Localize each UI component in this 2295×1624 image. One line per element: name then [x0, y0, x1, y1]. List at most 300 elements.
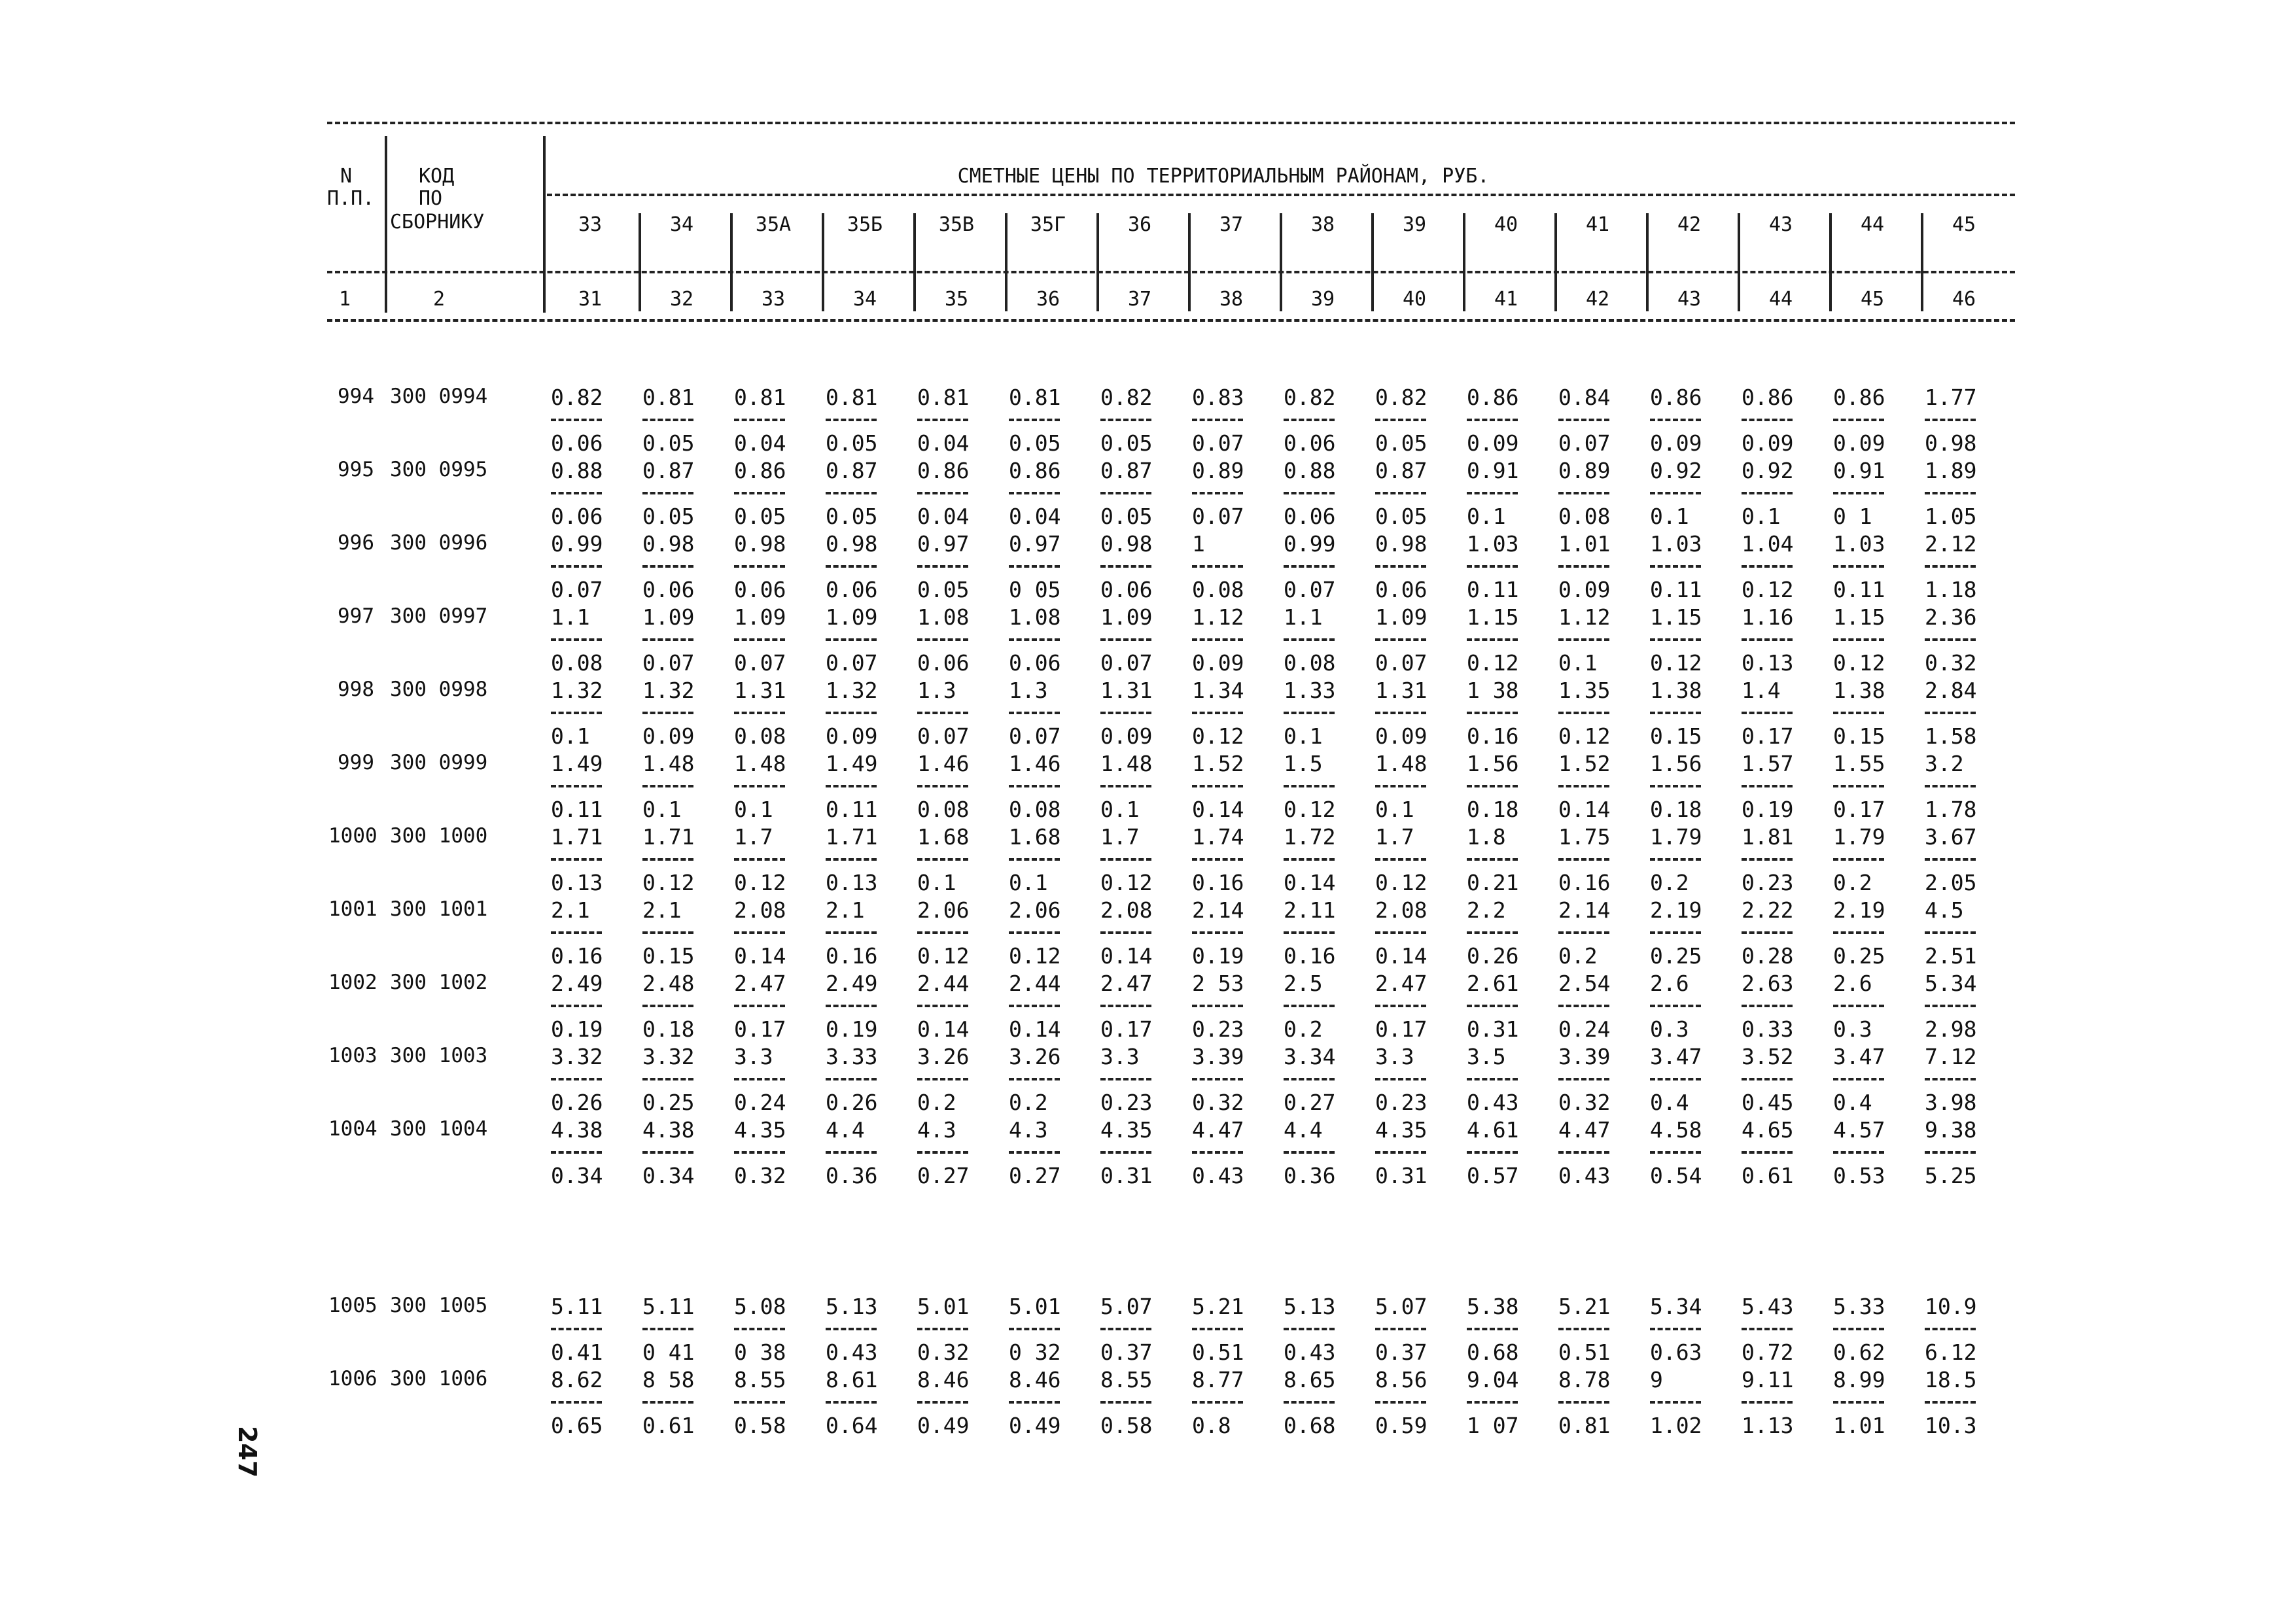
- price-value: 1.08: [1009, 604, 1061, 630]
- region-number: 38: [1219, 288, 1244, 311]
- wage-value: 0.61: [1742, 1163, 1794, 1188]
- row-code: 300 0994: [390, 385, 488, 408]
- wage-value: 0.08: [734, 723, 786, 749]
- wage-value: 0.59: [1375, 1413, 1428, 1438]
- price-value: 1.56: [1650, 751, 1702, 776]
- price-value: 0.84: [1558, 385, 1611, 410]
- wage-value: 0.16: [826, 943, 878, 969]
- wage-value: 0.06: [826, 577, 878, 602]
- row-number: 998: [338, 678, 374, 701]
- price-value: 1.3: [917, 678, 956, 703]
- wage-value: 0 41: [642, 1339, 695, 1365]
- price-value: 0.91: [1833, 458, 1885, 483]
- region-number: 43: [1677, 288, 1702, 311]
- region-label: 38: [1310, 213, 1335, 236]
- wage-value: 0.14: [1192, 797, 1244, 822]
- region-label: 35Б: [847, 213, 883, 236]
- wage-value: 0.1: [734, 797, 773, 822]
- price-value: 1: [1192, 531, 1205, 557]
- wage-value: 0.36: [826, 1163, 878, 1188]
- price-value: 1.31: [1100, 678, 1153, 703]
- price-value: 1.32: [551, 678, 603, 703]
- wage-value: 0.14: [1009, 1016, 1061, 1042]
- price-value: 2 53: [1192, 971, 1244, 996]
- price-value: 8.61: [826, 1367, 878, 1392]
- price-value: 1.09: [642, 604, 695, 630]
- wage-value: 0.8: [1192, 1413, 1231, 1438]
- price-value: 2.54: [1558, 971, 1611, 996]
- wage-value: 0.65: [551, 1413, 603, 1438]
- price-value: 1.48: [1375, 751, 1428, 776]
- wage-value: 0.09: [1833, 430, 1885, 456]
- wage-value: 0.23: [1100, 1090, 1153, 1115]
- row-number: 995: [338, 458, 374, 481]
- row-code: 300 0999: [390, 751, 488, 774]
- wage-value: 0.16: [1558, 870, 1611, 895]
- price-value: 1.31: [734, 678, 786, 703]
- price-value: 8.77: [1192, 1367, 1244, 1392]
- wage-value: 0.14: [917, 1016, 970, 1042]
- price-value: 3.2: [1925, 751, 1964, 776]
- wage-value: 0.27: [1009, 1163, 1061, 1188]
- wage-value: 0.07: [734, 650, 786, 676]
- price-value: 4.57: [1833, 1117, 1885, 1143]
- price-value: 5.08: [734, 1294, 786, 1319]
- col-n-label-2: П.П.: [327, 187, 375, 210]
- price-value: 1.74: [1192, 824, 1244, 850]
- wage-value: 0.2: [917, 1090, 956, 1115]
- wage-value: 0.13: [826, 870, 878, 895]
- wage-value: 0.53: [1833, 1163, 1885, 1188]
- price-value: 0.98: [1375, 531, 1428, 557]
- wage-value: 0.05: [1100, 504, 1153, 529]
- wage-value: 0.06: [551, 430, 603, 456]
- price-value: 3.26: [917, 1044, 970, 1069]
- wage-value: 0.98: [1925, 430, 1977, 456]
- wage-value: 0.61: [642, 1413, 695, 1438]
- price-value: 2.08: [734, 897, 786, 923]
- price-value: 0.97: [917, 531, 970, 557]
- price-value: 1.7: [734, 824, 773, 850]
- price-value: 0.91: [1467, 458, 1519, 483]
- wage-value: 0.32: [1925, 650, 1977, 676]
- wage-value: 0.26: [551, 1090, 603, 1115]
- wage-value: 0.2: [1558, 943, 1598, 969]
- wage-value: 0.06: [1284, 430, 1336, 456]
- wage-value: 0.43: [1284, 1339, 1336, 1365]
- wage-value: 0.06: [1284, 504, 1336, 529]
- wage-value: 0.12: [734, 870, 786, 895]
- price-value: 1.49: [826, 751, 878, 776]
- wage-value: 0.15: [1833, 723, 1885, 749]
- wage-value: 0.09: [1467, 430, 1519, 456]
- price-value: 2.49: [551, 971, 603, 996]
- price-value: 1.7: [1375, 824, 1414, 850]
- wage-value: 2.51: [1925, 943, 1977, 969]
- wage-value: 0 38: [734, 1339, 786, 1365]
- row-code: 300 1004: [390, 1117, 488, 1141]
- row-code: 300 1000: [390, 824, 488, 848]
- col-code-label-3: СБОРНИКУ: [390, 211, 485, 233]
- price-value: 1.52: [1192, 751, 1244, 776]
- price-value: 1.33: [1284, 678, 1336, 703]
- wage-value: 0.09: [1100, 723, 1153, 749]
- wage-value: 0.06: [917, 650, 970, 676]
- row-number: 1004: [328, 1117, 377, 1141]
- price-value: 2.49: [826, 971, 878, 996]
- page-number: 247: [233, 1426, 262, 1478]
- region-label: 44: [1860, 213, 1885, 236]
- wage-value: 0.07: [551, 577, 603, 602]
- wage-value: 0.07: [642, 650, 695, 676]
- region-label: 35Г: [1030, 213, 1066, 236]
- wage-value: 0.25: [642, 1090, 695, 1115]
- wage-value: 0.05: [1375, 430, 1428, 456]
- price-value: 0.82: [1375, 385, 1428, 410]
- region-label: 39: [1402, 213, 1427, 236]
- price-value: 2.61: [1467, 971, 1519, 996]
- price-value: 4.3: [1009, 1117, 1048, 1143]
- price-value: 2.6: [1833, 971, 1872, 996]
- wage-value: 0.58: [1100, 1413, 1153, 1438]
- region-label: 35В: [938, 213, 975, 236]
- row-number: 1003: [328, 1044, 377, 1067]
- wage-value: 0.05: [1100, 430, 1153, 456]
- price-value: 0.92: [1742, 458, 1794, 483]
- price-value: 1.03: [1467, 531, 1519, 557]
- wage-value: 0.54: [1650, 1163, 1702, 1188]
- price-value: 4.35: [1375, 1117, 1428, 1143]
- wage-value: 0.43: [826, 1339, 878, 1365]
- wage-value: 0.11: [1650, 577, 1702, 602]
- price-value: 0.86: [1467, 385, 1519, 410]
- wage-value: 0.05: [642, 504, 695, 529]
- wage-value: 0.08: [1558, 504, 1611, 529]
- region-number: 44: [1768, 288, 1793, 311]
- price-value: 1.48: [734, 751, 786, 776]
- wage-value: 1.05: [1925, 504, 1977, 529]
- region-label: 40: [1494, 213, 1518, 236]
- region-number: 33: [761, 288, 786, 311]
- wage-value: 0.31: [1467, 1016, 1519, 1042]
- wage-value: 0.17: [734, 1016, 786, 1042]
- wage-value: 0.37: [1375, 1339, 1428, 1365]
- price-value: 0.99: [551, 531, 603, 557]
- price-value: 3.3: [734, 1044, 773, 1069]
- row-number: 996: [338, 531, 374, 555]
- price-value: 2.47: [1100, 971, 1153, 996]
- wage-value: 0.07: [917, 723, 970, 749]
- wage-value: 0.1: [917, 870, 956, 895]
- price-value: 0.81: [917, 385, 970, 410]
- price-value: 0.92: [1650, 458, 1702, 483]
- wage-value: 0.06: [734, 577, 786, 602]
- price-value: 4.38: [551, 1117, 603, 1143]
- price-value: 0.86: [1833, 385, 1885, 410]
- price-value: 0.87: [642, 458, 695, 483]
- wage-value: 2.05: [1925, 870, 1977, 895]
- wage-value: 0.13: [551, 870, 603, 895]
- wage-value: 0.68: [1284, 1413, 1336, 1438]
- wage-value: 0.2: [1650, 870, 1689, 895]
- row-code: 300 0996: [390, 531, 488, 555]
- wage-value: 1.01: [1833, 1413, 1885, 1438]
- region-number: 36: [1036, 288, 1060, 311]
- price-value: 8.65: [1284, 1367, 1336, 1392]
- wage-value: 0.19: [1742, 797, 1794, 822]
- price-value: 1.71: [826, 824, 878, 850]
- price-value: 4.4: [1284, 1117, 1323, 1143]
- price-value: 1.04: [1742, 531, 1794, 557]
- price-value: 9.11: [1742, 1367, 1794, 1392]
- wage-value: 0.64: [826, 1413, 878, 1438]
- price-value: 3.47: [1833, 1044, 1885, 1069]
- price-value: 1.03: [1833, 531, 1885, 557]
- price-value: 2.06: [917, 897, 970, 923]
- wage-value: 0.05: [826, 504, 878, 529]
- price-value: 2.47: [734, 971, 786, 996]
- price-value: 1.75: [1558, 824, 1611, 850]
- table-title: СМЕТНЫЕ ЦЕНЫ ПО ТЕРРИТОРИАЛЬНЫМ РАЙОНАМ, РУБ.: [957, 165, 1490, 188]
- price-value: 8.62: [551, 1367, 603, 1392]
- price-value: 1.89: [1925, 458, 1977, 483]
- wage-value: 0.07: [1558, 430, 1611, 456]
- price-value: 2.06: [1009, 897, 1061, 923]
- price-value: 1.15: [1833, 604, 1885, 630]
- price-value: 2.14: [1192, 897, 1244, 923]
- wage-value: 0.07: [1284, 577, 1336, 602]
- wage-value: 0.43: [1192, 1163, 1244, 1188]
- row-number: 994: [338, 385, 374, 408]
- region-label: 34: [669, 213, 694, 236]
- price-value: 1.03: [1650, 531, 1702, 557]
- wage-value: 0.4: [1833, 1090, 1872, 1115]
- row-code: 300 0995: [390, 458, 488, 481]
- wage-value: 1.02: [1650, 1413, 1702, 1438]
- wage-value: 0.07: [1192, 504, 1244, 529]
- wage-value: 0.12: [642, 870, 695, 895]
- price-value: 3.39: [1558, 1044, 1611, 1069]
- wage-value: 0.09: [1192, 650, 1244, 676]
- price-value: 1.72: [1284, 824, 1336, 850]
- wage-value: 0.33: [1742, 1016, 1794, 1042]
- price-value: 1.71: [551, 824, 603, 850]
- price-value: 8.46: [917, 1367, 970, 1392]
- wage-value: 0.07: [1375, 650, 1428, 676]
- price-value: 5.01: [1009, 1294, 1061, 1319]
- price-value: 0.86: [1009, 458, 1061, 483]
- wage-value: 0.05: [734, 504, 786, 529]
- wage-value: 0.43: [1558, 1163, 1611, 1188]
- price-value: 18.5: [1925, 1367, 1977, 1392]
- price-value: 1.8: [1467, 824, 1506, 850]
- price-value: 0.88: [1284, 458, 1336, 483]
- wage-value: 0.81: [1558, 1413, 1611, 1438]
- region-number: 31: [578, 288, 603, 311]
- price-value: 1.52: [1558, 751, 1611, 776]
- price-value: 3.67: [1925, 824, 1977, 850]
- price-value: 1.56: [1467, 751, 1519, 776]
- wage-value: 3.98: [1925, 1090, 1977, 1115]
- wage-value: 0.06: [642, 577, 695, 602]
- price-value: 8.55: [1100, 1367, 1153, 1392]
- wage-value: 1.58: [1925, 723, 1977, 749]
- price-value: 5.07: [1375, 1294, 1428, 1319]
- row-number: 1006: [328, 1367, 377, 1391]
- price-value: 1.1: [1284, 604, 1323, 630]
- region-label: 43: [1768, 213, 1793, 236]
- wage-value: 0.16: [1467, 723, 1519, 749]
- price-value: 2.12: [1925, 531, 1977, 557]
- wage-value: 0.11: [1833, 577, 1885, 602]
- wage-value: 0.3: [1833, 1016, 1872, 1042]
- wage-value: 0.1: [1650, 504, 1689, 529]
- wage-value: 0.58: [734, 1413, 786, 1438]
- row-code: 300 1003: [390, 1044, 488, 1067]
- wage-value: 0.1: [1009, 870, 1048, 895]
- price-value: 4.58: [1650, 1117, 1702, 1143]
- price-value: 2.08: [1100, 897, 1153, 923]
- wage-value: 0.57: [1467, 1163, 1519, 1188]
- price-value: 0.81: [1009, 385, 1061, 410]
- col-code-number: 2: [433, 288, 446, 311]
- wage-value: 0.04: [1009, 504, 1061, 529]
- wage-value: 0.09: [1650, 430, 1702, 456]
- price-value: 2.44: [917, 971, 970, 996]
- wage-value: 0.08: [551, 650, 603, 676]
- price-value: 1.09: [826, 604, 878, 630]
- region-number: 39: [1310, 288, 1335, 311]
- wage-value: 0.12: [1192, 723, 1244, 749]
- price-value: 0.98: [734, 531, 786, 557]
- wage-value: 0.04: [734, 430, 786, 456]
- row-number: 1002: [328, 971, 377, 994]
- wage-value: 0.31: [1100, 1163, 1153, 1188]
- region-number: 37: [1127, 288, 1152, 311]
- wage-value: 0.09: [1375, 723, 1428, 749]
- wage-value: 1.18: [1925, 577, 1977, 602]
- price-value: 1.38: [1833, 678, 1885, 703]
- price-value: 4.3: [917, 1117, 956, 1143]
- price-value: 8 58: [642, 1367, 695, 1392]
- price-value: 4.35: [734, 1117, 786, 1143]
- wage-value: 0.34: [642, 1163, 695, 1188]
- wage-value: 0.17: [1742, 723, 1794, 749]
- wage-value: 0.68: [1467, 1339, 1519, 1365]
- price-value: 0.82: [551, 385, 603, 410]
- wage-value: 0.1: [1100, 797, 1140, 822]
- price-value: 0.83: [1192, 385, 1244, 410]
- wage-value: 0.16: [1284, 943, 1336, 969]
- price-value: 1.34: [1192, 678, 1244, 703]
- price-value: 1.55: [1833, 751, 1885, 776]
- wage-value: 1.78: [1925, 797, 1977, 822]
- wage-value: 0.32: [1192, 1090, 1244, 1115]
- price-value: 5.11: [551, 1294, 603, 1319]
- wage-value: 0.32: [917, 1339, 970, 1365]
- wage-value: 0.08: [1192, 577, 1244, 602]
- price-value: 0.98: [826, 531, 878, 557]
- price-value: 5.13: [826, 1294, 878, 1319]
- wage-value: 0.21: [1467, 870, 1519, 895]
- price-value: 1.15: [1650, 604, 1702, 630]
- price-value: 5.07: [1100, 1294, 1153, 1319]
- wage-value: 0.23: [1375, 1090, 1428, 1115]
- price-value: 0.81: [826, 385, 878, 410]
- wage-value: 0.18: [1650, 797, 1702, 822]
- price-value: 8.78: [1558, 1367, 1611, 1392]
- price-value: 0.86: [734, 458, 786, 483]
- region-number: 34: [852, 288, 877, 311]
- price-value: 10.9: [1925, 1294, 1977, 1319]
- wage-value: 0.37: [1100, 1339, 1153, 1365]
- wage-value: 0.1: [642, 797, 682, 822]
- wage-value: 0.1: [1558, 650, 1598, 676]
- row-code: 300 1006: [390, 1367, 488, 1391]
- wage-value: 0 32: [1009, 1339, 1061, 1365]
- wage-value: 0.32: [734, 1163, 786, 1188]
- price-value: 1 38: [1467, 678, 1519, 703]
- price-value: 8.55: [734, 1367, 786, 1392]
- row-number: 1005: [328, 1294, 377, 1317]
- price-value: 8.46: [1009, 1367, 1061, 1392]
- price-value: 2.63: [1742, 971, 1794, 996]
- price-value: 1.71: [642, 824, 695, 850]
- price-value: 4.47: [1558, 1117, 1611, 1143]
- wage-value: 0.49: [1009, 1413, 1061, 1438]
- price-value: 2.36: [1925, 604, 1977, 630]
- price-value: 1.68: [917, 824, 970, 850]
- price-value: 4.65: [1742, 1117, 1794, 1143]
- price-value: 1.46: [917, 751, 970, 776]
- price-value: 2.84: [1925, 678, 1977, 703]
- wage-value: 0 1: [1833, 504, 1872, 529]
- price-value: 1.12: [1192, 604, 1244, 630]
- wage-value: 0.4: [1650, 1090, 1689, 1115]
- row-number: 997: [338, 604, 374, 628]
- price-value: 4.38: [642, 1117, 695, 1143]
- price-value: 9: [1650, 1367, 1663, 1392]
- wage-value: 0.27: [1284, 1090, 1336, 1115]
- price-value: 8.56: [1375, 1367, 1428, 1392]
- wage-value: 0.04: [917, 430, 970, 456]
- wage-value: 0.1: [1375, 797, 1414, 822]
- price-value: 1.49: [551, 751, 603, 776]
- region-label: 42: [1677, 213, 1702, 236]
- price-value: 5.01: [917, 1294, 970, 1319]
- price-value: 4.47: [1192, 1117, 1244, 1143]
- price-value: 0.86: [1742, 385, 1794, 410]
- table-header: [327, 122, 2015, 324]
- wage-value: 0.23: [1742, 870, 1794, 895]
- wage-value: 0.12: [1833, 650, 1885, 676]
- price-value: 0.98: [642, 531, 695, 557]
- row-code: 300 1001: [390, 897, 488, 921]
- price-value: 2.19: [1833, 897, 1885, 923]
- price-value: 1.77: [1925, 385, 1977, 410]
- price-value: 0.99: [1284, 531, 1336, 557]
- wage-value: 0.04: [917, 504, 970, 529]
- region-label: 37: [1219, 213, 1244, 236]
- wage-value: 0.28: [1742, 943, 1794, 969]
- region-number: 41: [1494, 288, 1518, 311]
- price-value: 3.47: [1650, 1044, 1702, 1069]
- wage-value: 0.07: [826, 650, 878, 676]
- price-value: 3.26: [1009, 1044, 1061, 1069]
- row-code: 300 1002: [390, 971, 488, 994]
- wage-value: 0.1: [1742, 504, 1781, 529]
- wage-value: 0.41: [551, 1339, 603, 1365]
